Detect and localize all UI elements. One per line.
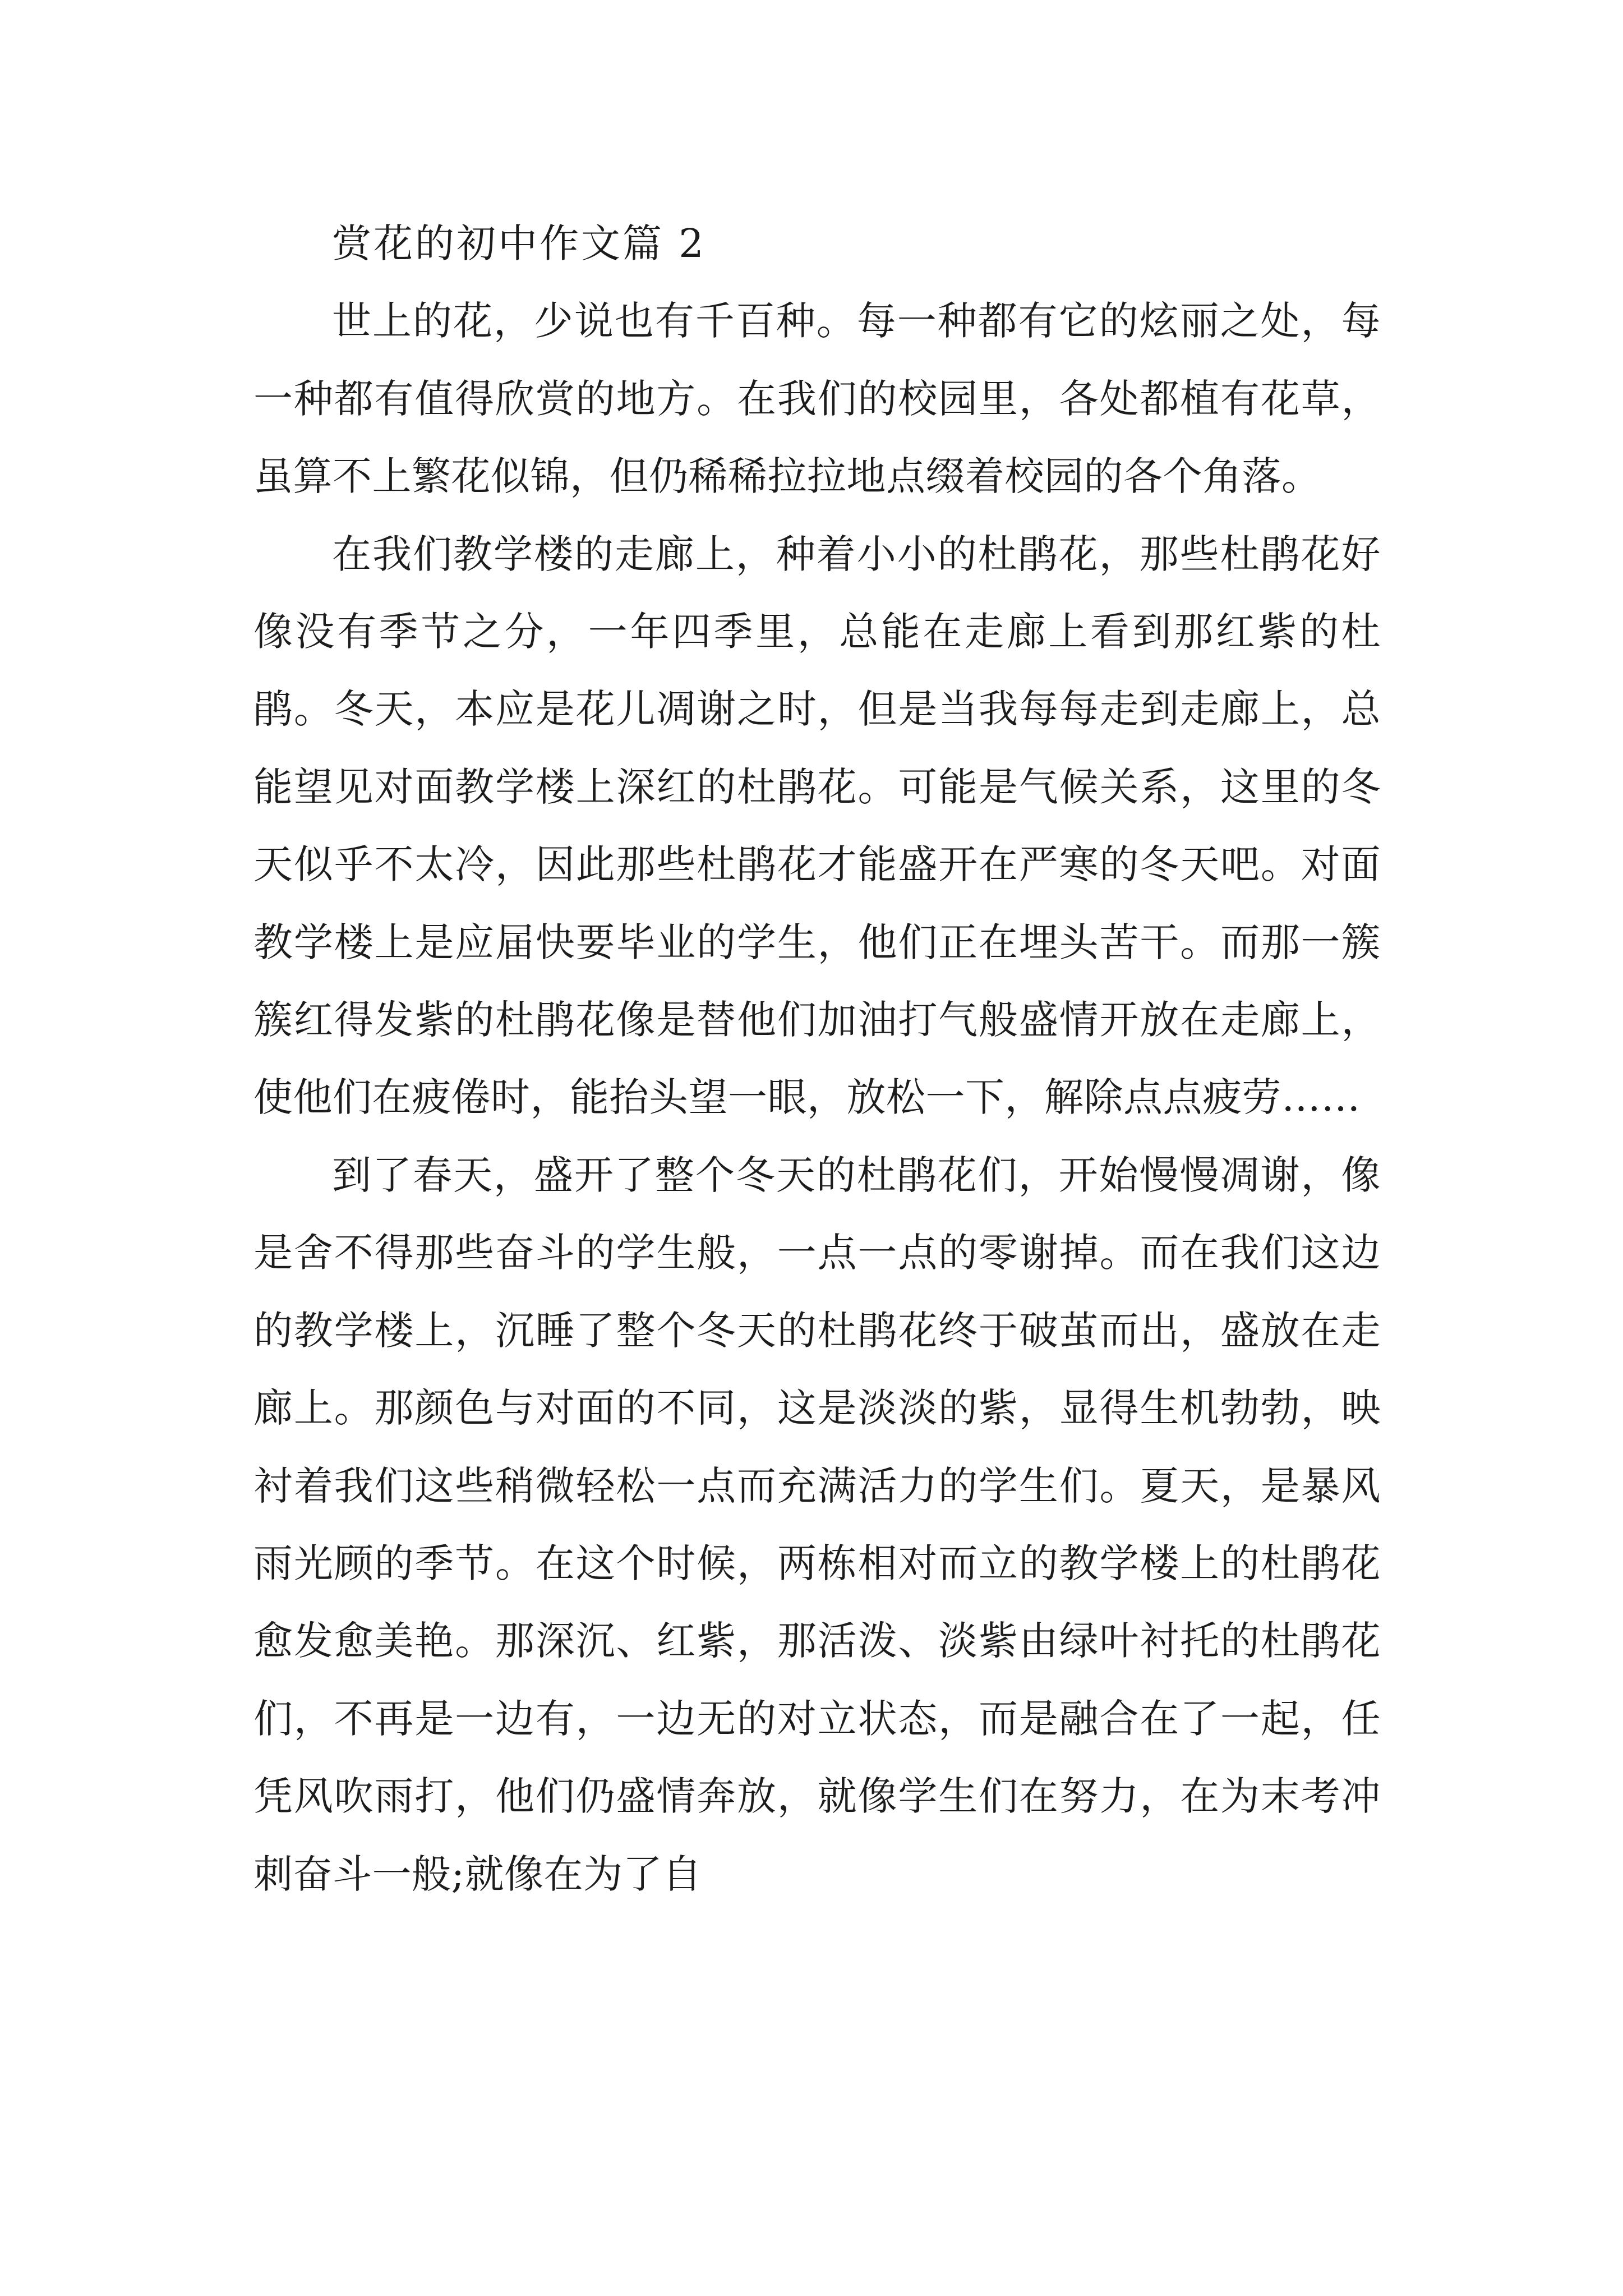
paragraph-3: 到了春天，盛开了整个冬天的杜鹃花们，开始慢慢凋谢，像是舍不得那些奋斗的学生般，一点一点的零谢掉。而在我们这边的教学楼上，沉睡了整个冬天的杜鹃花终于破茧而出，盛放在走廊上。那颜色与对面的不同，这是淡淡的紫，显得生机勃勃，映衬着我们这些稍微轻松一点而充满活力的学生们。夏天，是暴风雨光顾的季节。在这个时候，两栋相对而立的教学楼上的杜鹃花愈发愈美艳。那深沉、红紫，那活泼、淡紫由绿叶衬托的杜鹃花们，不再是一边有，一边无的对立状态，而是融合在了一起，任凭风吹雨打，他们仍盛情奔放，就像学生们在努力，在为末考冲刺奋斗一般;就像在为了自 bbox=[253, 1152, 1381, 1897]
paragraph-1: 世上的花，少说也有千百种。每一种都有它的炫丽之处，每一种都有值得欣赏的地方。在我们的校园里，各处都植有花草，虽算不上繁花似锦，但仍稀稀拉拉地点缀着校园的各个角落。 bbox=[253, 298, 1381, 500]
essay-title: 赏花的初中作文篇 2 bbox=[332, 220, 706, 266]
document-body bbox=[253, 205, 1381, 1913]
paragraph-2: 在我们教学楼的走廊上，种着小小的杜鹃花，那些杜鹃花好像没有季节之分，一年四季里，总能在走廊上看到那红紫的杜鹃。冬天，本应是花儿凋谢之时，但是当我每每走到走廊上，总能望见对面教学楼上深红的杜鹃花。可能是气候关系，这里的冬天似乎不太冷，因此那些杜鹃花才能盛开在严寒的冬天吧。对面教学楼上是应届快要毕业的学生，他们正在埋头苦干。而那一簇簇红得发紫的杜鹃花像是替他们加油打气般盛情开放在走廊上，使他们在疲倦时，能抬头望一眼，放松一下，解除点点疲劳…… bbox=[253, 531, 1381, 1121]
